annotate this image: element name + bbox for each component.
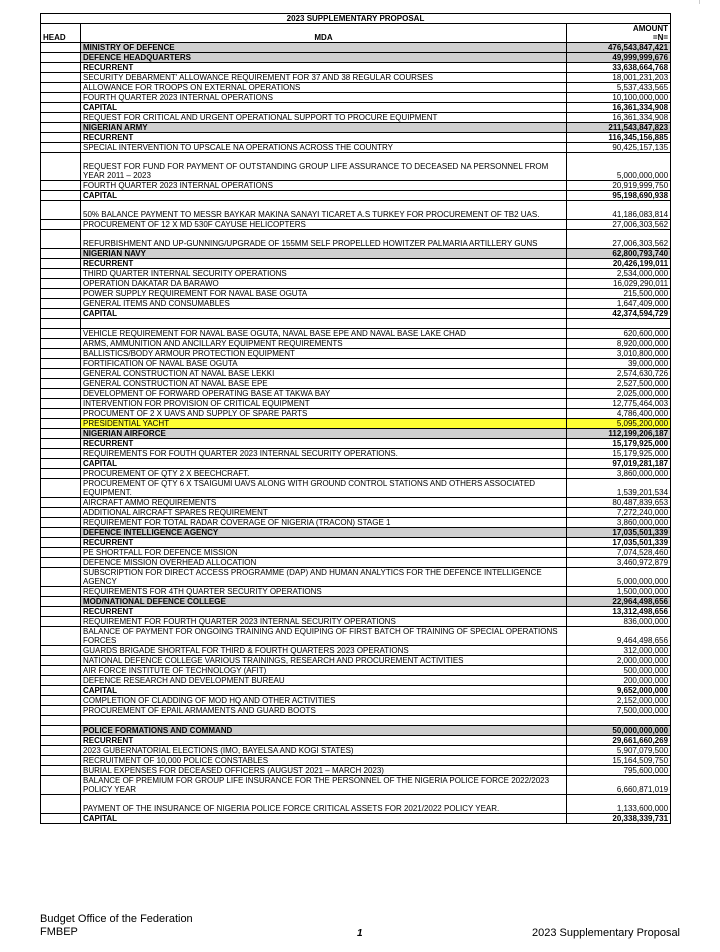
head-cell <box>41 63 81 73</box>
table-row <box>41 706 671 716</box>
head-cell <box>41 191 81 201</box>
amount-cell: 6,660,871,019 <box>567 776 671 795</box>
head-cell <box>41 469 81 479</box>
table-row <box>41 814 671 824</box>
amount-cell: 312,000,000 <box>567 646 671 656</box>
page-corner-mark <box>699 0 708 4</box>
table-row <box>41 299 671 309</box>
mda-cell: REQUIREMENT FOR TOTAL RADAR COVERAGE OF NIGERIA (TRACON) STAGE 1 <box>81 518 567 528</box>
mda-cell: CAPITAL <box>81 103 567 113</box>
amount-cell: 1,133,600,000 <box>567 795 671 814</box>
head-cell <box>41 299 81 309</box>
mda-cell: REQUIREMENTS FOR FOUTH QUARTER 2023 INTERNAL SECURITY OPERATIONS. <box>81 449 567 459</box>
amount-cell: 15,179,925,000 <box>567 439 671 449</box>
table-row <box>41 449 671 459</box>
mda-cell: NATIONAL DEFENCE COLLEGE VARIOUS TRAININGS, RESEARCH AND PROCUREMENT ACTIVITIES <box>81 656 567 666</box>
footer-page-number: 1 <box>357 928 363 939</box>
table-row <box>41 716 671 726</box>
amount-cell: 2,025,000,000 <box>567 389 671 399</box>
head-cell <box>41 548 81 558</box>
mda-cell: FOURTH QUARTER 2023 INTERNAL OPERATIONS <box>81 93 567 103</box>
mda-cell: RECURRENT <box>81 133 567 143</box>
table-row <box>41 469 671 479</box>
amount-cell <box>567 319 671 329</box>
head-cell <box>41 53 81 63</box>
mda-cell: REQUIREMENT FOR FOURTH QUARTER 2023 INTERNAL SECURITY OPERATIONS <box>81 617 567 627</box>
amount-column-header <box>567 24 671 43</box>
footer-org-name: Budget Office of the Federation <box>40 913 193 925</box>
table-row <box>41 143 671 153</box>
table-row <box>41 459 671 469</box>
mda-cell: DEFENCE MISSION OVERHEAD ALLOCATION <box>81 558 567 568</box>
table-row <box>41 181 671 191</box>
table-row <box>41 726 671 736</box>
table-row <box>41 518 671 528</box>
head-cell <box>41 389 81 399</box>
head-cell <box>41 379 81 389</box>
amount-cell: 97,019,281,187 <box>567 459 671 469</box>
head-cell <box>41 230 81 249</box>
table-row <box>41 548 671 558</box>
mda-cell: AIR FORCE INSTITUTE OF TECHNOLOGY (AFIT) <box>81 666 567 676</box>
head-cell <box>41 676 81 686</box>
amount-cell: 13,312,498,656 <box>567 607 671 617</box>
mda-cell: ADDITIONAL AIRCRAFT SPARES REQUIREMENT <box>81 508 567 518</box>
mda-cell: REQUIREMENTS FOR 4TH QUARTER SECURITY OPERATIONS <box>81 587 567 597</box>
table-row <box>41 319 671 329</box>
table-row <box>41 419 671 429</box>
mda-cell: POLICE FORMATIONS AND COMMAND <box>81 726 567 736</box>
table-row <box>41 746 671 756</box>
amount-cell: 5,000,000,000 <box>567 153 671 181</box>
amount-cell: 1,647,409,000 <box>567 299 671 309</box>
amount-cell: 62,800,793,740 <box>567 249 671 259</box>
mda-cell: INTERVENTION FOR PROVISION OF CRITICAL EQUIPMENT <box>81 399 567 409</box>
head-cell <box>41 220 81 230</box>
head-cell <box>41 399 81 409</box>
table-row <box>41 498 671 508</box>
head-cell <box>41 568 81 587</box>
head-cell <box>41 369 81 379</box>
head-cell <box>41 201 81 220</box>
table-row <box>41 279 671 289</box>
mda-cell: GENERAL CONSTRUCTION AT NAVAL BASE EPE <box>81 379 567 389</box>
mda-cell: NIGERIAN AIRFORCE <box>81 429 567 439</box>
mda-cell: RECURRENT <box>81 439 567 449</box>
amount-cell: 20,426,199,011 <box>567 259 671 269</box>
head-cell <box>41 538 81 548</box>
mda-cell: CAPITAL <box>81 814 567 824</box>
amount-cell: 27,006,303,562 <box>567 230 671 249</box>
table-row <box>41 696 671 706</box>
amount-cell: 9,652,000,000 <box>567 686 671 696</box>
mda-cell: BALANCE OF PAYMENT FOR ONGOING TRAINING AND EQUIPING OF FIRST BATCH OF TRAINING OF SPECIAL OPERATIONS FORCES <box>81 627 567 646</box>
head-cell <box>41 656 81 666</box>
header-row <box>41 24 671 43</box>
table-row <box>41 103 671 113</box>
head-cell <box>41 349 81 359</box>
table-row <box>41 676 671 686</box>
mda-cell: PROCUMENT OF 2 X UAVS AND SUPPLY OF SPARE PARTS <box>81 409 567 419</box>
amount-cell: 29,661,660,269 <box>567 736 671 746</box>
mda-cell: OPERATION DAKATAR DA BARAWO <box>81 279 567 289</box>
table-row <box>41 339 671 349</box>
mda-column-header: MDA <box>81 24 567 43</box>
amount-cell <box>567 716 671 726</box>
mda-cell: GENERAL ITEMS AND CONSUMABLES <box>81 299 567 309</box>
mda-cell: BURIAL EXPENSES FOR DECEASED OFFICERS (AUGUST 2021 – MARCH 2023) <box>81 766 567 776</box>
head-cell <box>41 746 81 756</box>
table-row <box>41 558 671 568</box>
mda-cell: ARMS, AMMUNITION AND ANCILLARY EQUIPMENT REQUIREMENTS <box>81 339 567 349</box>
mda-cell: GENERAL CONSTRUCTION AT NAVAL BASE LEKKI <box>81 369 567 379</box>
head-cell <box>41 756 81 766</box>
head-cell <box>41 279 81 289</box>
head-cell <box>41 133 81 143</box>
table-row <box>41 686 671 696</box>
table-row <box>41 617 671 627</box>
mda-cell: 50% BALANCE PAYMENT TO MESSR BAYKAR MAKINA SANAYI TICARET A.S TURKEY FOR PROCUREMENT OF TB2 UAS. <box>81 201 567 220</box>
mda-cell: RECURRENT <box>81 259 567 269</box>
table-row <box>41 153 671 181</box>
mda-cell: NIGERIAN ARMY <box>81 123 567 133</box>
amount-cell: 10,100,000,000 <box>567 93 671 103</box>
mda-cell: CAPITAL <box>81 191 567 201</box>
table-row <box>41 133 671 143</box>
amount-cell: 5,095,200,000 <box>567 419 671 429</box>
mda-cell: POWER SUPPLY REQUIREMENT FOR NAVAL BASE OGUTA <box>81 289 567 299</box>
head-cell <box>41 587 81 597</box>
table-row <box>41 568 671 587</box>
mda-cell: MOD/NATIONAL DEFENCE COLLEGE <box>81 597 567 607</box>
mda-cell: SPECIAL INTERVENTION TO UPSCALE NA OPERATIONS ACROSS THE COUNTRY <box>81 143 567 153</box>
footer-org <box>40 913 193 939</box>
amount-cell: 41,186,083,814 <box>567 201 671 220</box>
head-cell <box>41 528 81 538</box>
table-row <box>41 528 671 538</box>
head-cell <box>41 617 81 627</box>
mda-cell: SECURITY DEBARMENT' ALLOWANCE REQUIREMENT FOR 37 AND 38 REGULAR COURSES <box>81 73 567 83</box>
mda-cell: PROCUREMENT OF QTY 2 X BEECHCRAFT. <box>81 469 567 479</box>
head-cell <box>41 726 81 736</box>
amount-cell: 2,534,000,000 <box>567 269 671 279</box>
amount-cell: 200,000,000 <box>567 676 671 686</box>
amount-cell: 215,500,000 <box>567 289 671 299</box>
amount-cell: 3,860,000,000 <box>567 469 671 479</box>
amount-cell: 5,000,000,000 <box>567 568 671 587</box>
amount-cell: 2,574,630,726 <box>567 369 671 379</box>
mda-cell: FOURTH QUARTER 2023 INTERNAL OPERATIONS <box>81 181 567 191</box>
amount-cell: 3,860,000,000 <box>567 518 671 528</box>
table-row <box>41 607 671 617</box>
head-cell <box>41 329 81 339</box>
mda-cell: MINISTRY OF DEFENCE <box>81 43 567 53</box>
amount-cell: 80,487,839,653 <box>567 498 671 508</box>
mda-cell: PROCUREMENT OF 12 X MD 530F CAYUSE HELICOPTERS <box>81 220 567 230</box>
head-cell <box>41 259 81 269</box>
mda-cell: DEVELOPMENT OF FORWARD OPERATING BASE AT TAKWA BAY <box>81 389 567 399</box>
mda-cell: VEHICLE REQUIREMENT FOR NAVAL BASE OGUTA, NAVAL BASE EPE AND NAVAL BASE LAKE CHAD <box>81 329 567 339</box>
mda-cell: GUARDS BRIGADE SHORTFAL FOR THIRD & FOURTH QUARTERS 2023 OPERATIONS <box>81 646 567 656</box>
mda-cell: 2023 GUBERNATORIAL ELECTIONS (IMO, BAYELSA AND KOGI STATES) <box>81 746 567 756</box>
mda-cell: PE SHORTFALL FOR DEFENCE MISSION <box>81 548 567 558</box>
mda-cell: BALANCE OF PREMIUM FOR GROUP LIFE INSURANCE FOR THE PERSONNEL OF THE NIGERIA POLICE FORCE 2022/2023 POLICY YEAR <box>81 776 567 795</box>
amount-cell: 42,374,594,729 <box>567 309 671 319</box>
head-cell <box>41 289 81 299</box>
head-cell <box>41 686 81 696</box>
table-row <box>41 220 671 230</box>
table-row <box>41 439 671 449</box>
head-cell <box>41 439 81 449</box>
amount-cell: 15,164,509,750 <box>567 756 671 766</box>
table-row <box>41 349 671 359</box>
mda-cell: CAPITAL <box>81 309 567 319</box>
mda-cell: CAPITAL <box>81 459 567 469</box>
table-row <box>41 113 671 123</box>
title-row <box>41 14 671 24</box>
head-cell <box>41 696 81 706</box>
amount-cell: 4,786,400,000 <box>567 409 671 419</box>
table-row <box>41 43 671 53</box>
amount-cell: 5,907,079,500 <box>567 746 671 756</box>
head-cell <box>41 359 81 369</box>
table-row <box>41 646 671 656</box>
table-row <box>41 399 671 409</box>
amount-cell: 16,361,334,908 <box>567 103 671 113</box>
table-row <box>41 73 671 83</box>
table-row <box>41 230 671 249</box>
amount-cell: 2,000,000,000 <box>567 656 671 666</box>
table-row <box>41 191 671 201</box>
head-cell <box>41 627 81 646</box>
head-cell <box>41 776 81 795</box>
head-cell <box>41 319 81 329</box>
amount-cell: 7,074,528,460 <box>567 548 671 558</box>
table-row <box>41 309 671 319</box>
table-row <box>41 359 671 369</box>
mda-cell: THIRD QUARTER INTERNAL SECURITY OPERATIONS <box>81 269 567 279</box>
amount-cell: 8,920,000,000 <box>567 339 671 349</box>
amount-cell: 3,460,972,879 <box>567 558 671 568</box>
head-cell <box>41 83 81 93</box>
amount-cell: 12,775,464,003 <box>567 399 671 409</box>
amount-cell: 20,919,999,750 <box>567 181 671 191</box>
amount-cell: 112,199,206,187 <box>567 429 671 439</box>
table-row <box>41 776 671 795</box>
amount-cell: 22,964,498,656 <box>567 597 671 607</box>
amount-cell: 9,464,498,656 <box>567 627 671 646</box>
amount-cell: 49,999,999,676 <box>567 53 671 63</box>
amount-cell: 795,600,000 <box>567 766 671 776</box>
table-row <box>41 379 671 389</box>
mda-cell: BALLISTICS/BODY ARMOUR PROTECTION EQUIPMENT <box>81 349 567 359</box>
amount-cell: 33,638,664,768 <box>567 63 671 73</box>
amount-cell: 476,543,847,421 <box>567 43 671 53</box>
footer-org-code: FMBEP <box>40 926 78 938</box>
head-cell <box>41 93 81 103</box>
table-row <box>41 269 671 279</box>
amount-cell: 116,345,156,885 <box>567 133 671 143</box>
amount-cell: 1,539,201,534 <box>567 479 671 498</box>
mda-cell: RECURRENT <box>81 607 567 617</box>
table-row <box>41 409 671 419</box>
amount-cell: 17,035,501,339 <box>567 538 671 548</box>
head-cell <box>41 766 81 776</box>
amount-cell: 1,500,000,000 <box>567 587 671 597</box>
table-row <box>41 756 671 766</box>
head-cell <box>41 607 81 617</box>
head-cell <box>41 143 81 153</box>
head-cell <box>41 309 81 319</box>
head-cell <box>41 736 81 746</box>
head-cell <box>41 339 81 349</box>
mda-cell: PROCUREMENT OF EPAIL ARMAMENTS AND GUARD BOOTS <box>81 706 567 716</box>
amount-cell: 211,543,847,823 <box>567 123 671 133</box>
amount-cell: 18,001,231,203 <box>567 73 671 83</box>
table-row <box>41 53 671 63</box>
head-cell <box>41 498 81 508</box>
mda-cell: REQUEST FOR CRITICAL AND URGENT OPERATIONAL SUPPORT TO PROCURE EQUIPMENT <box>81 113 567 123</box>
table-row <box>41 538 671 548</box>
head-cell <box>41 153 81 181</box>
table-row <box>41 259 671 269</box>
head-cell <box>41 479 81 498</box>
mda-cell: RECURRENT <box>81 538 567 548</box>
table-row <box>41 666 671 676</box>
head-cell <box>41 646 81 656</box>
head-cell <box>41 716 81 726</box>
table-row <box>41 508 671 518</box>
mda-cell <box>81 716 567 726</box>
head-cell <box>41 558 81 568</box>
mda-cell: SUBSCRIPTION FOR DIRECT ACCESS PROGRAMME (DAP) AND HUMAN ANALYTICS FOR THE DEFENCE INTELLIGENCE AGENCY <box>81 568 567 587</box>
mda-cell: DEFENCE INTELLIGENCE AGENCY <box>81 528 567 538</box>
table-row <box>41 656 671 666</box>
amount-cell: 2,527,500,000 <box>567 379 671 389</box>
table-row <box>41 766 671 776</box>
head-cell <box>41 706 81 716</box>
amount-cell: 27,006,303,562 <box>567 220 671 230</box>
table-row <box>41 329 671 339</box>
head-cell <box>41 123 81 133</box>
mda-cell: REFURBISHMENT AND UP-GUNNING/UPGRADE OF 155MM SELF PROPELLED HOWITZER PALMARIA ARTILLERY GUNS <box>81 230 567 249</box>
table-row <box>41 123 671 133</box>
table-row <box>41 201 671 220</box>
head-cell <box>41 181 81 191</box>
mda-cell: RECURRENT <box>81 63 567 73</box>
mda-cell: ALLOWANCE FOR TROOPS ON EXTERNAL OPERATIONS <box>81 83 567 93</box>
mda-cell: RECRUITMENT OF 10,000 POLICE CONSTABLES <box>81 756 567 766</box>
amount-cell: 7,500,000,000 <box>567 706 671 716</box>
mda-cell: REQUEST FOR FUND FOR PAYMENT OF OUTSTANDING GROUP LIFE ASSURANCE TO DECEASED NA PERSONNEL FROM YEAR 2011 – 2023 <box>81 153 567 181</box>
mda-cell: CAPITAL <box>81 686 567 696</box>
table-row <box>41 249 671 259</box>
head-cell <box>41 409 81 419</box>
amount-cell: 2,152,000,000 <box>567 696 671 706</box>
amount-cell: 50,000,000,000 <box>567 726 671 736</box>
table-row <box>41 289 671 299</box>
mda-cell: COMPLETION OF CLADDING OF MOD HQ AND OTHER ACTIVITIES <box>81 696 567 706</box>
amount-cell: 836,000,000 <box>567 617 671 627</box>
footer-document-name: 2023 Supplementary Proposal <box>532 927 680 939</box>
table-row <box>41 389 671 399</box>
head-cell <box>41 814 81 824</box>
head-cell <box>41 73 81 83</box>
head-cell <box>41 429 81 439</box>
head-cell <box>41 666 81 676</box>
amount-header-line2: =N= <box>652 33 669 42</box>
head-column-header: HEAD <box>41 24 81 43</box>
head-cell <box>41 795 81 814</box>
mda-cell: RECURRENT <box>81 736 567 746</box>
table-row <box>41 627 671 646</box>
head-cell <box>41 449 81 459</box>
head-cell <box>41 269 81 279</box>
table-row <box>41 369 671 379</box>
mda-cell <box>81 319 567 329</box>
table-row <box>41 63 671 73</box>
head-cell <box>41 419 81 429</box>
amount-cell: 3,010,800,000 <box>567 349 671 359</box>
amount-cell: 95,198,690,938 <box>567 191 671 201</box>
mda-cell: NIGERIAN NAVY <box>81 249 567 259</box>
mda-cell: AIRCRAFT AMMO REQUIREMENTS <box>81 498 567 508</box>
table-row <box>41 83 671 93</box>
amount-cell: 90,425,157,135 <box>567 143 671 153</box>
amount-cell: 7,272,240,000 <box>567 508 671 518</box>
table-row <box>41 93 671 103</box>
amount-cell: 17,035,501,339 <box>567 528 671 538</box>
table-row <box>41 736 671 746</box>
table-row <box>41 795 671 814</box>
head-cell <box>41 597 81 607</box>
mda-cell: PROCUREMENT OF QTY 6 X TSAIGUMI UAVS ALONG WITH GROUND CONTROL STATIONS AND OTHERS ASSOCIATED EQUIPMENT. <box>81 479 567 498</box>
head-cell <box>41 249 81 259</box>
head-cell <box>41 459 81 469</box>
amount-cell: 620,600,000 <box>567 329 671 339</box>
amount-cell: 16,029,290,011 <box>567 279 671 289</box>
amount-cell: 39,000,000 <box>567 359 671 369</box>
mda-cell: PAYMENT OF THE INSURANCE OF NIGERIA POLICE FORCE CRITICAL ASSETS FOR 2021/2022 POLICY YEAR. <box>81 795 567 814</box>
mda-cell: DEFENCE RESEARCH AND DEVELOPMENT BUREAU <box>81 676 567 686</box>
head-cell <box>41 508 81 518</box>
table-row <box>41 597 671 607</box>
amount-header-line1: AMOUNT <box>632 24 669 33</box>
table-row <box>41 479 671 498</box>
budget-table <box>40 13 671 824</box>
table-row <box>41 587 671 597</box>
amount-cell: 15,179,925,000 <box>567 449 671 459</box>
head-cell <box>41 103 81 113</box>
table-row <box>41 429 671 439</box>
mda-cell: FORTIFICATION OF NAVAL BASE OGUTA <box>81 359 567 369</box>
head-cell <box>41 113 81 123</box>
amount-cell: 20,338,339,731 <box>567 814 671 824</box>
amount-cell: 500,000,000 <box>567 666 671 676</box>
head-cell <box>41 43 81 53</box>
amount-cell: 16,361,334,908 <box>567 113 671 123</box>
amount-cell: 5,537,433,565 <box>567 83 671 93</box>
mda-cell: PRESIDENTIAL YACHT <box>81 419 567 429</box>
document-title: 2023 SUPPLEMENTARY PROPOSAL <box>41 14 671 24</box>
head-cell <box>41 518 81 528</box>
mda-cell: DEFENCE HEADQUARTERS <box>81 53 567 63</box>
